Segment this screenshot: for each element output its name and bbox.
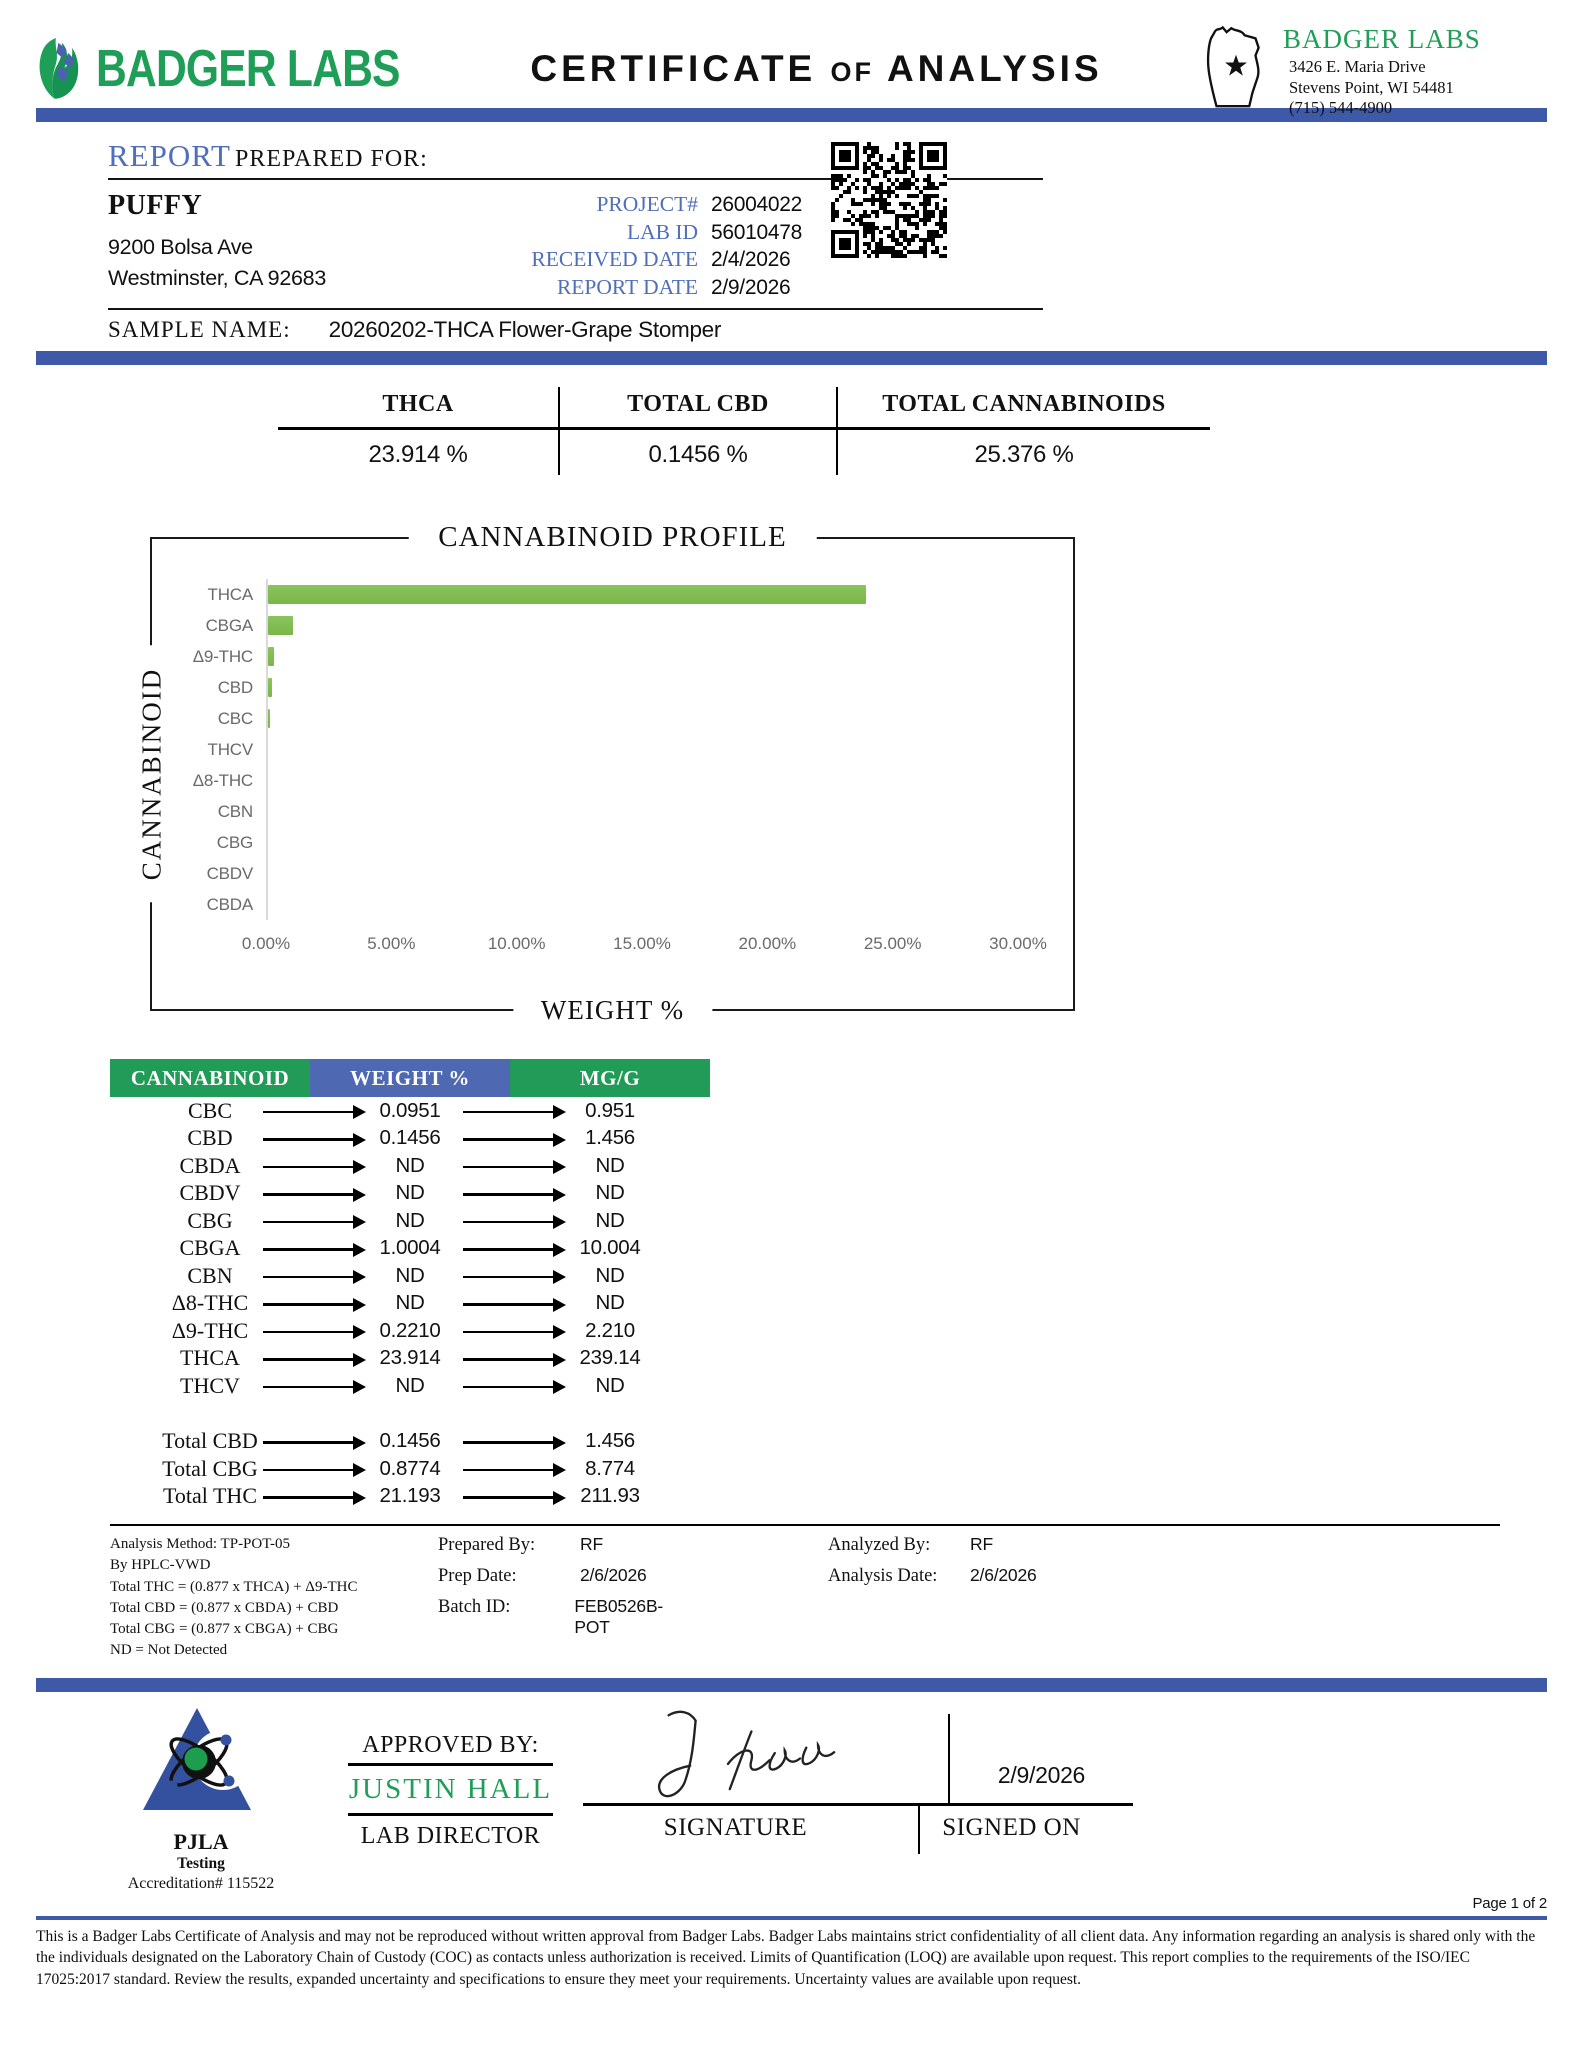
table-gap [110,1400,710,1428]
prepared-by-label: Prepared By: [438,1535,536,1555]
sample-name-row [108,308,1043,343]
notes-section [36,1534,1547,1662]
summary-column-header: THCA [278,387,558,430]
chart-x-tick: 20.00% [738,934,797,953]
chart-category-label: CBG [216,832,253,852]
analysis-note-line: ND = Not Detected [110,1642,228,1659]
table-cell-weight: 0.2210 [379,1318,441,1342]
summary-column [560,387,838,475]
arrow-icon [463,1358,555,1361]
arrow-icon [463,1193,555,1196]
analysis-note-line: Total CBD = (0.877 x CBDA) + CBD [110,1599,339,1616]
chart-bar [268,616,293,635]
pjla-sub: Testing [177,1854,225,1872]
summary-column-header: TOTAL CBD [560,387,836,430]
badger-labs-logo [36,23,466,115]
summary-column [838,387,1210,475]
report-field-label: PROJECT# [596,192,698,216]
table-cell-weight: 21.193 [379,1484,441,1508]
chart-bar-area [266,703,1018,734]
client-name: PUFFY [108,190,203,221]
chart-x-tick: 15.00% [613,934,671,953]
chart-bar-area [266,734,1018,765]
table-cell-name: Δ9-THC [171,1317,249,1343]
report-fields [428,192,848,302]
chart-bar-area [266,765,1018,796]
chart-bar-area [266,641,1018,672]
table-cell-weight: 0.1456 [379,1126,441,1150]
chart-bar-area [266,672,1018,703]
table-cell-name: THCV [180,1372,240,1398]
table-cell-mgg: ND [595,1181,625,1205]
approved-by-block [348,1732,553,1893]
analyzed-by-value: RF [970,1534,993,1554]
table-cell-name: Total CBG [162,1455,258,1481]
table-cell-name: Total THC [163,1483,257,1509]
analysis-date-label: Analysis Date: [828,1566,938,1586]
report-field [428,220,848,248]
approved-by-label: APPROVED BY: [348,1732,553,1766]
table-cell-name: CBC [187,1097,233,1123]
chart-plot-area [174,579,1018,920]
chart-row [174,672,1018,703]
lab-address-line2: Stevens Point, WI 54481 [1289,77,1454,97]
analysis-note-line: Total THC = (0.877 x THCA) + Δ9-THC [110,1578,358,1595]
table-row [110,1125,710,1153]
chart-category-label: CBC [217,708,253,728]
approver-name: JUSTIN HALL [348,1766,553,1816]
table-row [110,1180,710,1208]
summary-strip [278,387,1210,475]
report-field-label: LAB ID [626,219,698,244]
arrow-icon [263,1248,355,1251]
chart-category-label: CBDA [206,894,253,914]
chart-row [174,641,1018,672]
chart-bar-area [266,579,1018,610]
arrow-icon [463,1469,555,1472]
divider-bar-3 [36,1678,1547,1692]
table-cell-weight: ND [395,1373,425,1397]
arrow-icon [263,1496,355,1499]
lab-address-block [1197,19,1547,119]
arrow-icon [263,1193,355,1196]
table-row [110,1345,710,1373]
table-header-cell: MG/G [510,1059,710,1097]
table-row [110,1483,710,1511]
table-row [110,1455,710,1483]
cannabinoid-table-totals [110,1428,710,1511]
table-cell-name: CBG [187,1207,233,1233]
chart-bar-area [266,827,1018,858]
table-cell-name: CBN [187,1262,233,1288]
table-cell-weight: 0.0951 [379,1098,441,1122]
table-cell-weight: 0.1456 [379,1429,441,1453]
table-cell-mgg: ND [595,1291,625,1315]
table-cell-weight: ND [395,1263,425,1287]
prep-date-value: 2/6/2026 [580,1565,647,1585]
cannabinoid-table-body [110,1097,710,1400]
lab-name: BADGER LABS [1283,24,1481,55]
chart-category-label: Δ8-THC [192,770,253,790]
chart-row [174,734,1018,765]
analysis-info [828,1534,1128,1662]
chart-category-label: CBGA [205,615,253,635]
signature-icon [638,1706,908,1811]
table-cell-mgg: 211.93 [580,1484,640,1508]
chart-bar-area [266,796,1018,827]
lab-phone: (715) 544-4900 [1289,98,1393,118]
prepared-by-value: RF [580,1534,603,1554]
arrow-icon [463,1166,555,1169]
table-row [110,1317,710,1345]
table-cell-mgg: 1.456 [585,1126,635,1150]
table-header-cell: WEIGHT % [310,1059,510,1097]
table-row [110,1097,710,1125]
table-row [110,1152,710,1180]
table-row [110,1235,710,1263]
approval-footer [36,1704,1547,1893]
table-cell-name: CBDA [179,1152,241,1178]
arrow-icon [463,1248,555,1251]
arrow-icon [263,1469,355,1472]
chart-row [174,579,1018,610]
batch-id-label: Batch ID: [438,1597,511,1617]
table-cell-weight: 1.0004 [379,1236,441,1260]
table-cell-mgg: 8.774 [585,1456,635,1480]
report-field-value: 2/9/2026 [711,275,791,299]
arrow-icon [263,1331,355,1334]
chart-row [174,858,1018,889]
chart-bar-area [266,610,1018,641]
arrow-icon [263,1221,355,1224]
report-field-label: REPORT DATE [556,274,698,299]
approver-title: LAB DIRECTOR [360,1822,541,1849]
cannabinoid-table-header [110,1059,710,1097]
table-cell-name: Total CBD [162,1428,258,1454]
report-field-value: 56010478 [711,220,803,244]
table-row [110,1290,710,1318]
analysis-note-line: Total CBG = (0.877 x CBGA) + CBG [110,1621,339,1638]
disclaimer-text: This is a Badger Labs Certificate of Analysis and may not be reproduced without written approval from Badger Labs. Badger Labs maintains strict confidentiality of all client data. Any information regarding an analysis is shared only with the the individuals designated on the Laboratory Chain of Custody (COC) as contacts unless authorization is received. Limits of Quantification (LOQ) are available upon request. This report complies to the requirements of the ISO/IEC 17025:2017 standard. Review the results, expanded uncertainty and specifications to ensure they meet your requirements. Uncertainty values are available upon request. [36,1927,1536,1988]
batch-id-value: FEB0526B-POT [574,1596,664,1637]
chart-row [174,796,1018,827]
arrow-icon [463,1303,555,1306]
chart-bar-area [266,889,1018,920]
pjla-name: PJLA [173,1828,229,1854]
table-cell-weight: ND [395,1181,425,1205]
report-heading-word2: PREPARED FOR: [235,146,428,172]
table-cell-name: THCA [180,1345,240,1371]
chart-x-tick: 5.00% [367,934,416,953]
arrow-icon [463,1276,555,1279]
table-cell-weight: ND [395,1153,425,1177]
chart-x-tick: 10.00% [487,934,546,953]
signature-label: SIGNATURE [663,1813,808,1841]
table-end-line [110,1524,1500,1526]
table-row [110,1372,710,1400]
table-cell-name: CBGA [179,1235,241,1261]
table-cell-name: Δ8-THC [171,1290,249,1316]
chart-row [174,703,1018,734]
report-field [428,192,848,220]
table-cell-name: CBDV [179,1180,241,1206]
analysis-note-line: By HPLC-VWD [110,1557,211,1574]
chart-x-axis-label: WEIGHT % [513,995,712,1026]
summary-column-value: 0.1456 % [648,441,748,468]
summary-column [278,387,560,475]
qr-code [831,142,947,263]
analysis-note-line: Analysis Method: TP-POT-05 [110,1536,291,1552]
chart-category-label: THCA [207,584,253,604]
chart-bar [268,709,270,728]
wisconsin-state-icon [1197,19,1275,117]
report-heading [108,138,1547,174]
sample-name-value: 20260202-THCA Flower-Grape Stomper [328,317,722,342]
cannabinoid-profile-chart [136,520,1075,1026]
arrow-icon [463,1331,555,1334]
report-field-value: 26004022 [711,193,803,216]
arrow-icon [263,1138,355,1141]
divider-bar-bottom [36,1916,1547,1920]
arrow-icon [463,1441,555,1444]
arrow-icon [463,1496,555,1499]
title-of: OF [830,57,875,87]
chart-category-label: THCV [207,739,253,759]
pjla-accreditation-block [76,1704,326,1893]
table-cell-weight: 0.8774 [379,1456,441,1480]
lab-address-line1: 3426 E. Maria Drive [1289,56,1426,76]
leaf-logo-icon [36,23,86,115]
chart-x-tick: 30.00% [989,934,1047,953]
document-title [466,48,1197,90]
chart-x-tick: 25.00% [863,934,922,953]
table-row [110,1428,710,1456]
chart-title: CANNABINOID PROFILE [408,521,816,554]
chart-bar [268,647,274,666]
table-cell-weight: ND [395,1291,425,1315]
analysis-method-notes [110,1534,410,1662]
table-cell-mgg: ND [595,1208,625,1232]
chart-row [174,765,1018,796]
table-cell-mgg: ND [595,1373,625,1397]
chart-bar [268,585,866,604]
table-row [110,1207,710,1235]
page-number: Page 1 of 2 [1472,1894,1547,1912]
sample-name-label: SAMPLE NAME: [108,317,291,342]
chart-row [174,889,1018,920]
report-field [428,275,848,303]
arrow-icon [263,1276,355,1279]
signed-on-date: 2/9/2026 [948,1714,1133,1806]
chart-x-ticks [241,934,1047,964]
chart-category-label: CBN [217,801,253,821]
analysis-date-value: 2/6/2026 [970,1565,1037,1585]
divider-bar-2 [36,351,1547,365]
table-cell-weight: ND [395,1208,425,1232]
summary-column-header: TOTAL CANNABINOIDS [838,387,1210,430]
table-cell-mgg: 0.951 [585,1098,635,1122]
arrow-icon [463,1386,555,1389]
signed-on-label: SIGNED ON [918,1806,1103,1854]
client-address-line2: Westminster, CA 92683 [108,266,326,291]
arrow-icon [263,1358,355,1361]
arrow-icon [463,1111,555,1114]
pjla-logo-icon [135,1704,267,1822]
lab-address [1283,23,1481,119]
analyzed-by-label: Analyzed By: [828,1535,931,1555]
client-address [108,232,428,294]
table-cell-mgg: 239.14 [579,1346,641,1370]
chart-bar [268,678,272,697]
table-cell-mgg: ND [595,1263,625,1287]
table-cell-weight: 23.914 [379,1346,441,1370]
table-cell-name: CBD [187,1125,233,1151]
arrow-icon [263,1111,355,1114]
signature-block [553,1704,1133,1893]
table-cell-mgg: 10.004 [579,1236,641,1260]
chart-row [174,610,1018,641]
prep-info [438,1534,693,1662]
arrow-icon [463,1221,555,1224]
pjla-accreditation-number: Accreditation# 115522 [127,1874,275,1892]
report-section [36,122,1547,343]
title-part1: CERTIFICATE [530,48,817,89]
client-block [108,190,428,302]
table-header-cell: CANNABINOID [110,1059,310,1097]
title-part2: ANALYSIS [886,48,1103,89]
chart-category-label: Δ9-THC [192,646,253,666]
chart-y-axis-label: CANNABINOID [137,646,168,903]
table-cell-mgg: ND [595,1153,625,1177]
client-address-line1: 9200 Bolsa Ave [108,235,253,259]
signature-line [583,1714,948,1806]
arrow-icon [463,1138,555,1141]
chart-bar-area [266,858,1018,889]
summary-column-value: 23.914 % [368,441,468,468]
prep-date-label: Prep Date: [438,1566,517,1586]
chart-x-tick: 0.00% [241,934,291,953]
table-cell-mgg: 2.210 [585,1318,635,1342]
report-field-label: RECEIVED DATE [531,247,698,271]
arrow-icon [263,1386,355,1389]
cannabinoid-table [110,1059,710,1510]
arrow-icon [263,1166,355,1169]
arrow-icon [263,1441,355,1444]
chart-category-label: CBD [217,677,253,697]
report-heading-word1: REPORT [108,138,231,173]
logo-text: BADGER LABS [95,40,400,98]
report-field [428,247,848,275]
summary-column-value: 25.376 % [974,441,1074,468]
chart-category-label: CBDV [206,863,253,883]
chart-row [174,827,1018,858]
table-row [110,1262,710,1290]
header [36,0,1547,118]
table-cell-mgg: 1.456 [585,1429,635,1453]
arrow-icon [263,1303,355,1306]
report-field-value: 2/4/2026 [711,248,791,271]
